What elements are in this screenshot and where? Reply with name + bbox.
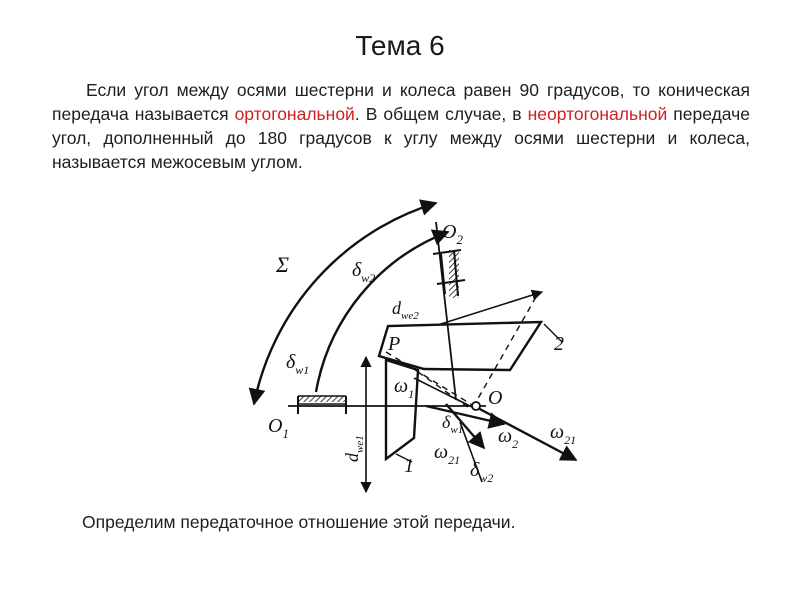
definition-paragraph <box>52 78 750 174</box>
label-num1: 1 <box>404 455 414 477</box>
label-omega2: $\omega_2$ <box>498 425 519 451</box>
slide-title: Тема 6 <box>355 30 445 61</box>
label-omega21-low: $\omega_{21}$ <box>434 441 461 467</box>
label-d-we1: $d_{we1}$ <box>342 435 366 462</box>
label-o1: $O_1$ <box>268 415 289 441</box>
label-delta-w2-low: $\delta_{w2}$ <box>470 459 494 485</box>
label-delta-w2: $\delta_{w2}$ <box>352 259 376 285</box>
label-p: P <box>388 333 401 355</box>
label-d-we2: $d_{we2}$ <box>392 298 419 322</box>
paragraph-text-1: Если угол между осями шестерни и колеса равен 90 градусов, то коническая передача называется <box>52 80 750 124</box>
label-num2: 2 <box>554 333 564 355</box>
label-o2: $O_2$ <box>442 221 463 247</box>
label-o: O <box>488 387 503 409</box>
label-sigma: Σ <box>276 252 290 277</box>
shaft-o2 <box>436 222 456 400</box>
paragraph-text-3: передаче угол, дополненный до 180 градусов к углу между осями шестерни и колеса, называется межосевым углом. <box>52 104 750 172</box>
gear-2-body <box>379 322 541 370</box>
paragraph-text-2: . В общем случае, в <box>354 104 528 124</box>
label-delta-w1-inner: $\delta_{w1}$ <box>442 412 464 436</box>
label-omega1: $\omega_1$ <box>394 375 415 401</box>
label-delta-w1: $\delta_{w1}$ <box>286 351 310 377</box>
term-orthogonal: ортогональной <box>234 104 355 124</box>
term-non-orthogonal: неортогональной <box>527 104 668 124</box>
label-omega21-right: $\omega_{21}$ <box>550 421 577 447</box>
footer-text: Определим передаточное отношение этой передачи. <box>82 512 516 532</box>
bevel-gear-diagram <box>236 192 586 498</box>
